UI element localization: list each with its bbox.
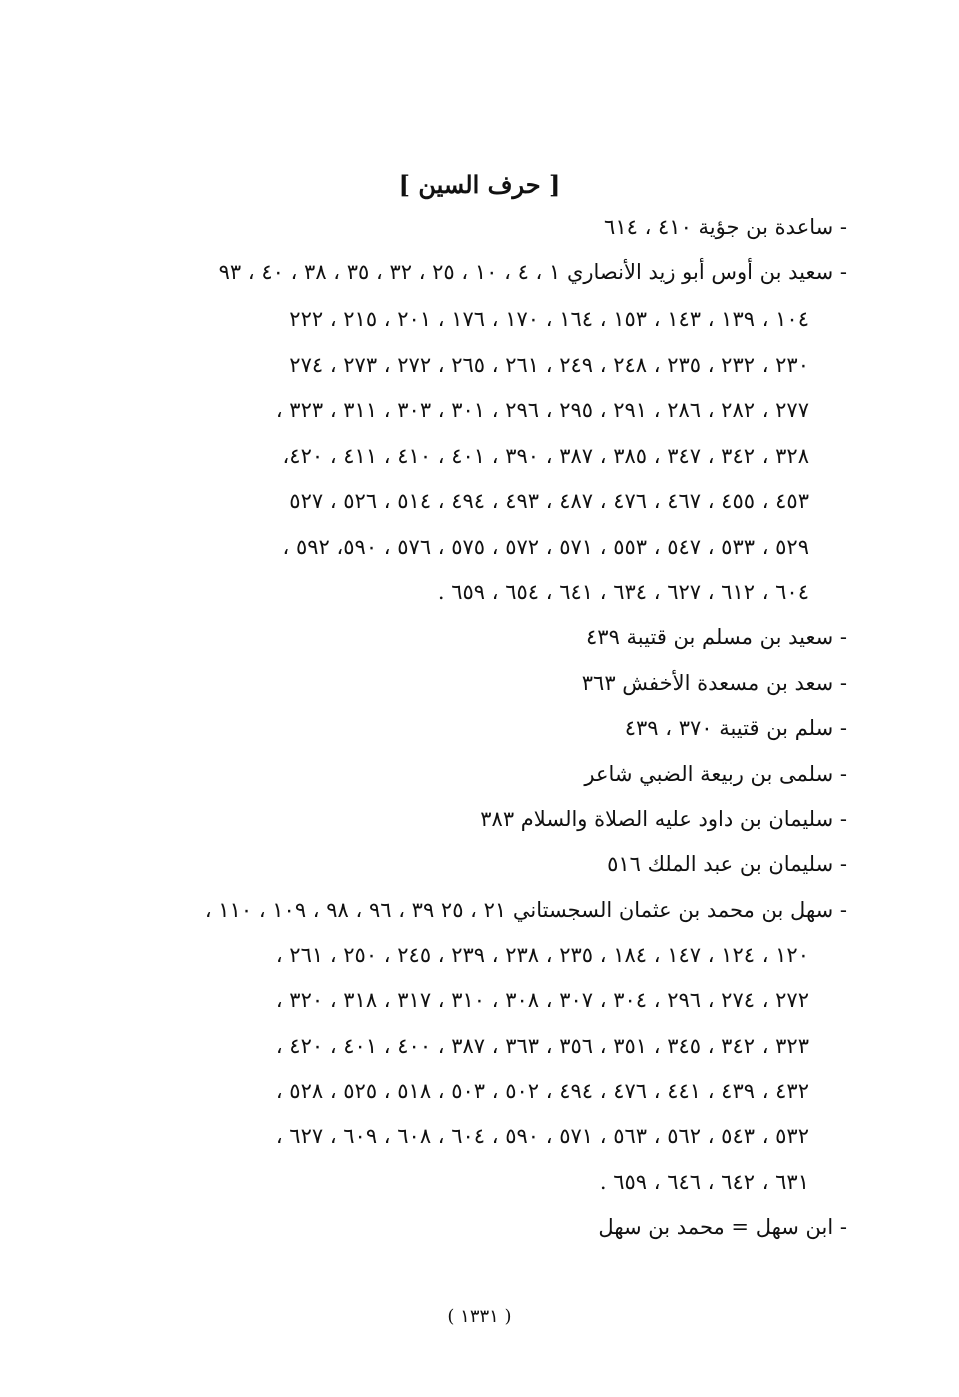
index-line-4: ٢٣٠ ، ٢٣٢ ، ٢٣٥ ، ٢٤٨ ، ٢٤٩ ، ٢٦١ ، ٢٦٥ ، ٢٧٢ ، ٢٧٣ ، ٢٧٤ xyxy=(289,353,809,377)
index-line-9: ٦٠٤ ، ٦١٢ ، ٦٢٧ ، ٦٣٤ ، ٦٤١ ، ٦٥٤ ، ٦٥٩ . xyxy=(437,580,809,604)
index-line-10: - سعيد بن مسلم بن قتيبة ٤٣٩ xyxy=(586,625,847,649)
index-line-17: ١٢٠ ، ١٢٤ ، ١٤٧ ، ١٨٤ ، ٢٣٥ ، ٢٣٨ ، ٢٣٩ ، ٢٤٥ ، ٢٥٠ ، ٢٦١ ، xyxy=(275,943,809,967)
index-line-11: - سعد بن مسعدة الأخفش ٣٦٣ xyxy=(581,671,847,695)
index-line-13: - سلمى بن ربيعة الضبي شاعر xyxy=(584,762,847,786)
index-line-22: ٦٣١ ، ٦٤٢ ، ٦٤٦ ، ٦٥٩ . xyxy=(599,1170,809,1194)
index-line-3: ١٠٤ ، ١٣٩ ، ١٤٣ ، ١٥٣ ، ١٦٤ ، ١٧٠ ، ١٧٦ ، ٢٠١ ، ٢١٥ ، ٢٢٢ xyxy=(289,307,809,331)
index-line-2: - سعيد بن أوس أبو زيد الأنصاري ١ ، ٤ ، ١٠ ، ٢٥ ، ٣٢ ، ٣٥ ، ٣٨ ، ٤٠ ، ٩٣ xyxy=(218,260,847,284)
index-line-7: ٤٥٣ ، ٤٥٥ ، ٤٦٧ ، ٤٧٦ ، ٤٨٧ ، ٤٩٣ ، ٤٩٤ ، ٥١٤ ، ٥٢٦ ، ٥٢٧ xyxy=(289,489,809,513)
index-line-5: ٢٧٧ ، ٢٨٢ ، ٢٨٦ ، ٢٩١ ، ٢٩٥ ، ٢٩٦ ، ٣٠١ ، ٣٠٣ ، ٣١١ ، ٣٢٣ ، xyxy=(275,398,809,422)
index-line-1: - ساعدة بن جؤية ٤١٠ ، ٦١٤ xyxy=(604,215,847,239)
index-line-6: ٣٢٨ ، ٣٤٢ ، ٣٤٧ ، ٣٨٥ ، ٣٨٧ ، ٣٩٠ ، ٤٠١ ، ٤١٠ ، ٤١١ ، ٤٢٠، xyxy=(282,444,809,468)
page-number: ( ١٣٣١ ) xyxy=(447,1306,512,1327)
index-line-14: - سليمان بن داود عليه الصلاة والسلام ٣٨٣ xyxy=(480,807,847,831)
index-line-15: - سليمان بن عبد الملك ٥١٦ xyxy=(607,852,847,876)
index-line-12: - سلم بن قتيبة ٣٧٠ ، ٤٣٩ xyxy=(624,716,847,740)
index-line-18: ٢٧٢ ، ٢٧٤ ، ٢٩٦ ، ٣٠٤ ، ٣٠٧ ، ٣٠٨ ، ٣١٠ ، ٣١٧ ، ٣١٨ ، ٣٢٠ ، xyxy=(275,988,809,1012)
index-line-20: ٤٣٢ ، ٤٣٩ ، ٤٤١ ، ٤٧٦ ، ٤٩٤ ، ٥٠٢ ، ٥٠٣ ، ٥١٨ ، ٥٢٥ ، ٥٢٨ ، xyxy=(275,1079,809,1103)
index-line-23: - ابن سهل = محمد بن سهل xyxy=(598,1215,847,1239)
index-line-19: ٣٢٣ ، ٣٤٢ ، ٣٤٥ ، ٣٥١ ، ٣٥٦ ، ٣٦٣ ، ٣٨٧ ، ٤٠٠ ، ٤٠١ ، ٤٢٠ ، xyxy=(275,1034,809,1058)
section-heading: [ حرف السين ] xyxy=(398,170,561,199)
index-line-16: - سهل بن محمد بن عثمان السجستاني ٢١ ، ٢٥ ٣٩ ، ٩٦ ، ٩٨ ، ١٠٩ ، ١١٠ ، xyxy=(204,898,847,922)
index-line-8: ٥٢٩ ، ٥٣٣ ، ٥٤٧ ، ٥٥٣ ، ٥٧١ ، ٥٧٢ ، ٥٧٥ ، ٥٧٦ ، ٥٩٠، ٥٩٢ ، xyxy=(282,535,809,559)
index-line-21: ٥٣٢ ، ٥٤٣ ، ٥٦٢ ، ٥٦٣ ، ٥٧١ ، ٥٩٠ ، ٦٠٤ ، ٦٠٨ ، ٦٠٩ ، ٦٢٧ ، xyxy=(275,1124,809,1148)
